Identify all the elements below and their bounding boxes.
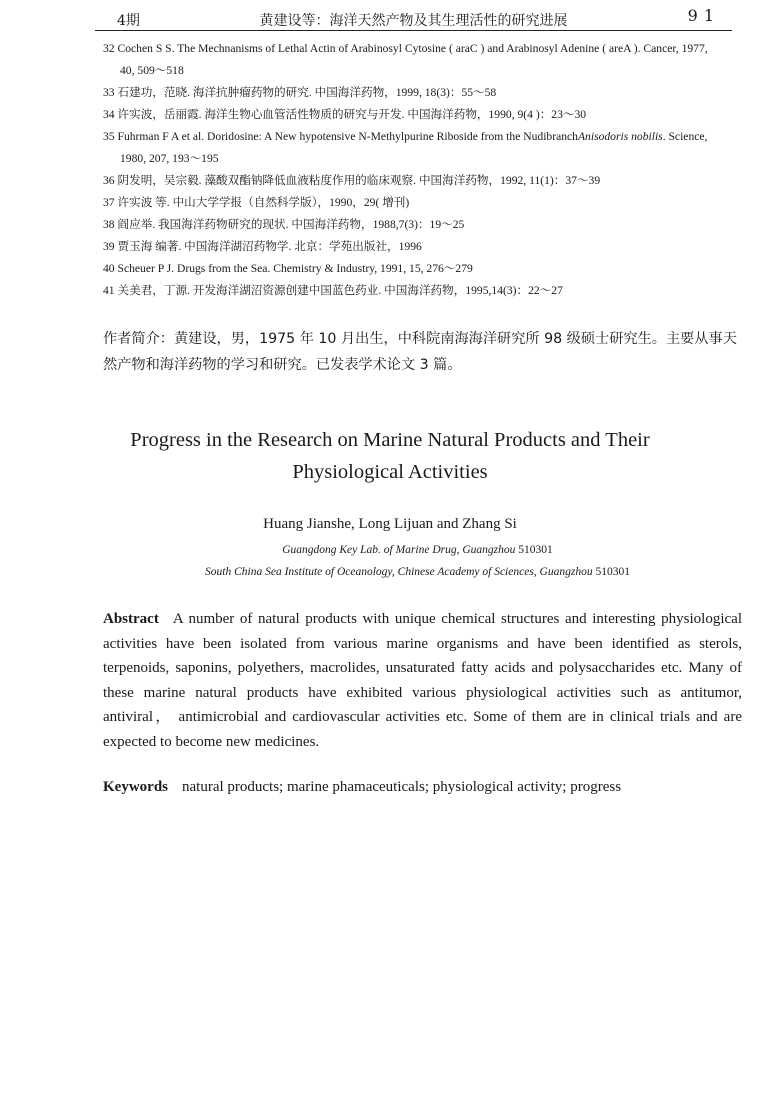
affiliation (55, 544, 780, 556)
reference-number: 38 (103, 218, 115, 231)
reference-text: Cochen S S. The Mechnanisms of Lethal Actin of Arabinosyl Cytosine ( araC ) and Arabinosyl Adenine ( areA ). Cancer, 1977, (117, 42, 708, 55)
keywords-text: natural products; marine phamaceuticals; physiological activity; progress (182, 779, 622, 795)
reference-number: 39 (103, 240, 115, 253)
reference-text: 关美君，丁源. 开发海洋湖沼资源创建中国蓝色药业. 中国海洋药物，1995,14(3)：22～27 (117, 284, 563, 297)
reference-text-cont: 40, 509～518 (120, 64, 184, 77)
reference-number: 41 (103, 284, 115, 297)
paper-title-line: Progress in the Research on Marine Natural Products and Their (130, 429, 650, 451)
reference-text: Scheuer P J. Drugs from the Sea. Chemistry & Industry, 1991, 15, 276～279 (117, 262, 473, 275)
reference-item (103, 192, 742, 214)
paper-title (100, 424, 680, 488)
reference-number: 35 (103, 130, 115, 143)
affiliation-name: South China Sea Institute of Oceanology, Chinese Academy of Sciences, Guangzhou (205, 566, 593, 578)
reference-text: 许实波，岳丽霞. 海洋生物心血管活性物质的研究与开发. 中国海洋药物，1990, 9(4 )：23～30 (117, 108, 587, 121)
reference-number: 40 (103, 262, 115, 275)
paper-title-line: Physiological Activities (292, 461, 488, 483)
reference-text: 阴发明，吴宗毅. 藻酸双酯钠降低血液粘度作用的临床观察. 中国海洋药物，1992, 11(1)：37～39 (117, 174, 601, 187)
reference-item (103, 214, 742, 236)
reference-item (103, 280, 742, 302)
reference-number: 32 (103, 42, 115, 55)
header-rule (95, 30, 732, 31)
author-bio-label: 作者简介： (103, 331, 174, 347)
author-bio (103, 326, 742, 378)
reference-item (103, 38, 742, 82)
reference-item (103, 82, 742, 104)
reference-text-end: . Science, (662, 130, 708, 143)
reference-item (103, 258, 742, 280)
running-title: 黄建设等：海洋天然产物及其生理活性的研究进展 (259, 13, 568, 29)
reference-item (103, 236, 742, 258)
reference-item (103, 170, 742, 192)
abstract-label: Abstract (103, 611, 159, 627)
reference-item (103, 104, 742, 126)
affiliation (55, 566, 780, 578)
reference-number: 36 (103, 174, 115, 187)
reference-list (103, 38, 742, 302)
postal-code: 510301 (518, 544, 553, 556)
issue-label: 4期 (117, 13, 140, 29)
abstract (103, 607, 742, 754)
reference-text: 许实波 等. 中山大学学报（自然科学版），1990，29( 增刊) (117, 196, 410, 209)
postal-code: 510301 (595, 566, 630, 578)
author-list: Huang Jianshe, Long Lijuan and Zhang Si (263, 516, 517, 532)
reference-number: 34 (103, 108, 115, 121)
reference-species-name: Anisodoris nobilis (577, 130, 663, 143)
keywords-label: Keywords (103, 779, 168, 795)
affiliation-name: Guangdong Key Lab. of Marine Drug, Guangzhou (282, 544, 516, 556)
reference-text: 石建功，范晓. 海洋抗肿瘤药物的研究. 中国海洋药物，1999, 18(3)：55～58 (117, 86, 497, 99)
reference-number: 37 (103, 196, 115, 209)
reference-text: Fuhrman F A et al. Doridosine: A New hypotensive N-Methylpurine Riboside from the Nudibranch (117, 130, 578, 143)
reference-text: 阎应举. 我国海洋药物研究的现状. 中国海洋药物，1988,7(3)：19～25 (117, 218, 465, 231)
author-bio-text: 黄建设，男，1975 年 10 月出生，中科院南海海洋研究所 98 级硕士研究生。主要从事天然产物和海洋药物的学习和研究。已发表学术论文 3 篇。 (103, 331, 737, 373)
reference-number: 33 (103, 86, 115, 99)
reference-text-cont: 1980, 207, 193～195 (120, 152, 219, 165)
page-number: 91 (687, 6, 720, 25)
reference-item (103, 126, 742, 170)
reference-text: 贾玉海 编著. 中国海洋湖沼药物学. 北京：学苑出版社，1996 (117, 240, 422, 253)
keywords (103, 779, 742, 796)
page-header (95, 6, 732, 30)
abstract-text: A number of natural products with unique chemical structures and interesting physiological activities have been isolated from various marine organisms and have been identified as sterols, terpenoids, saponins, polyethers, macrolides, unsaturated fatty acids and polysaccharides etc. Many of these marine natural products have exhibited various physiological activities such as antitumor, antiviral， antimicrobial and cardiovascular activities etc. Some of them are in clinical trials and are expected to become new medicines. (103, 611, 742, 750)
